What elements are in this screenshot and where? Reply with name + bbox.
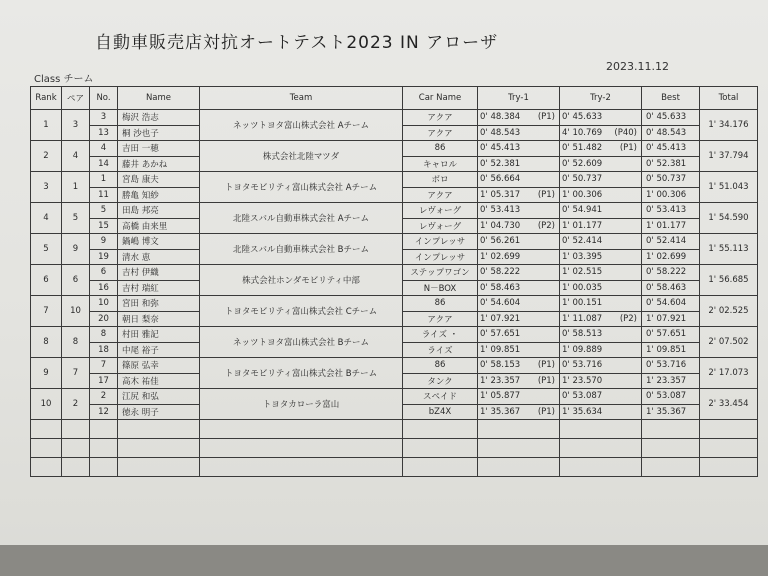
- try1-cell: [478, 234, 560, 250]
- try2-cell: [560, 187, 642, 203]
- try1-cell-time: 1' 02.699: [480, 251, 521, 262]
- car-name-cell: タンク: [403, 373, 478, 389]
- table-row: [31, 358, 758, 374]
- table-row: [31, 265, 758, 281]
- empty-cell: [403, 420, 478, 439]
- car-name-cell: ステップワゴン: [403, 265, 478, 281]
- car-name-cell: レヴォーグ: [403, 203, 478, 219]
- car-name-cell: アクア: [403, 311, 478, 327]
- try1-cell-time: 1' 05.877: [480, 391, 521, 402]
- best-cell: 0' 52.381: [642, 156, 700, 172]
- best-cell: 0' 45.413: [642, 141, 700, 157]
- penalty-label: (P1): [537, 360, 555, 370]
- total-cell: 2' 17.073: [700, 358, 758, 389]
- number-cell: 4: [90, 141, 118, 157]
- best-cell: 0' 45.633: [642, 110, 700, 126]
- try2-cell-time: 1' 03.395: [562, 251, 603, 262]
- best-cell: 0' 54.604: [642, 296, 700, 312]
- car-name-cell: アクア: [403, 110, 478, 126]
- number-cell: 2: [90, 389, 118, 405]
- pair-cell: 4: [62, 141, 90, 172]
- try2-cell-time: 0' 51.482: [562, 143, 603, 154]
- team-cell: トヨタモビリティ富山株式会社 Aチーム: [200, 172, 403, 203]
- try2-cell-time: 0' 53.087: [562, 391, 603, 402]
- total-cell: 2' 07.502: [700, 327, 758, 358]
- try2-cell-time: 1' 09.889: [562, 344, 603, 355]
- try2-cell-time: 0' 54.941: [562, 205, 603, 216]
- pair-cell: 10: [62, 296, 90, 327]
- number-cell: 6: [90, 265, 118, 281]
- empty-cell: [200, 458, 403, 477]
- number-cell: 15: [90, 218, 118, 234]
- driver-name-cell: 宮田 和弥: [118, 296, 200, 312]
- total-cell: 1' 54.590: [700, 203, 758, 234]
- rank-cell: 8: [31, 327, 62, 358]
- best-cell: 0' 50.737: [642, 172, 700, 188]
- penalty-label: (P1): [619, 143, 637, 153]
- car-name-cell: ライズ ・: [403, 327, 478, 343]
- table-row: [31, 389, 758, 405]
- results-body: [31, 110, 758, 477]
- empty-row: [31, 420, 758, 439]
- car-name-cell: スペイド: [403, 389, 478, 405]
- try2-cell-time: 1' 00.035: [562, 282, 603, 293]
- total-cell: 1' 56.685: [700, 265, 758, 296]
- try2-cell: [560, 172, 642, 188]
- best-cell: 1' 02.699: [642, 249, 700, 265]
- try1-cell-time: 0' 45.413: [480, 143, 521, 154]
- try1-cell-time: 1' 09.851: [480, 344, 521, 355]
- number-cell: 9: [90, 234, 118, 250]
- total-cell: 1' 55.113: [700, 234, 758, 265]
- table-row: [31, 110, 758, 126]
- class-label: Class チーム: [34, 74, 94, 85]
- column-header: Car Name: [403, 87, 478, 110]
- column-header: Try-1: [478, 87, 560, 110]
- driver-name-cell: 江尻 和弘: [118, 389, 200, 405]
- rank-cell: 6: [31, 265, 62, 296]
- car-name-cell: ボロ: [403, 172, 478, 188]
- penalty-label: (P1): [537, 112, 555, 122]
- number-cell: 11: [90, 187, 118, 203]
- best-cell: 1' 01.177: [642, 218, 700, 234]
- car-name-cell: 86: [403, 296, 478, 312]
- empty-cell: [560, 439, 642, 458]
- try2-cell: [560, 156, 642, 172]
- best-cell: 1' 23.357: [642, 373, 700, 389]
- number-cell: 20: [90, 311, 118, 327]
- table-row: [31, 141, 758, 157]
- pair-cell: 1: [62, 172, 90, 203]
- number-cell: 16: [90, 280, 118, 296]
- try1-cell: [478, 280, 560, 296]
- empty-cell: [560, 458, 642, 477]
- car-name-cell: キャロル: [403, 156, 478, 172]
- best-cell: 0' 58.222: [642, 265, 700, 281]
- empty-cell: [118, 458, 200, 477]
- try1-cell: [478, 110, 560, 126]
- rank-cell: 1: [31, 110, 62, 141]
- car-name-cell: アクア: [403, 187, 478, 203]
- try1-cell: [478, 404, 560, 420]
- try2-cell-time: 0' 53.716: [562, 360, 603, 371]
- car-name-cell: ライズ: [403, 342, 478, 358]
- empty-cell: [642, 420, 700, 439]
- number-cell: 14: [90, 156, 118, 172]
- column-header: Team: [200, 87, 403, 110]
- team-cell: 株式会社北陸マツダ: [200, 141, 403, 172]
- rank-cell: 7: [31, 296, 62, 327]
- try1-cell-time: 1' 35.367: [480, 406, 521, 417]
- driver-name-cell: 村田 雅記: [118, 327, 200, 343]
- empty-cell: [642, 439, 700, 458]
- empty-row: [31, 439, 758, 458]
- rank-cell: 4: [31, 203, 62, 234]
- best-cell: 0' 48.543: [642, 125, 700, 141]
- column-header: No.: [90, 87, 118, 110]
- try2-cell-time: 1' 11.087: [562, 313, 603, 324]
- driver-name-cell: 宮島 康夫: [118, 172, 200, 188]
- penalty-label: (P2): [537, 220, 555, 231]
- try2-cell: [560, 141, 642, 157]
- empty-cell: [642, 458, 700, 477]
- try1-cell: [478, 265, 560, 281]
- try2-cell: [560, 280, 642, 296]
- best-cell: 0' 58.463: [642, 280, 700, 296]
- try1-cell-time: 0' 58.463: [480, 282, 521, 293]
- best-cell: 0' 57.651: [642, 327, 700, 343]
- best-cell: 0' 53.716: [642, 358, 700, 374]
- try2-cell: [560, 389, 642, 405]
- try2-cell: [560, 110, 642, 126]
- best-cell: 1' 35.367: [642, 404, 700, 420]
- table-row: [31, 234, 758, 250]
- try1-cell: [478, 327, 560, 343]
- driver-name-cell: 吉村 伊織: [118, 265, 200, 281]
- try1-cell: [478, 311, 560, 327]
- driver-name-cell: 藤井 あかね: [118, 156, 200, 172]
- driver-name-cell: 中尾 裕子: [118, 342, 200, 358]
- penalty-label: (P1): [537, 189, 555, 200]
- pair-cell: 5: [62, 203, 90, 234]
- pair-cell: 7: [62, 358, 90, 389]
- try2-cell-time: 0' 50.737: [562, 174, 603, 185]
- driver-name-cell: 朝日 梨奈: [118, 311, 200, 327]
- table-row: [31, 327, 758, 343]
- page-title: 自動車販売店対抗オートテスト2023 IN アローザ: [95, 33, 499, 53]
- empty-cell: [31, 420, 62, 439]
- try2-cell: [560, 125, 642, 141]
- rank-cell: 3: [31, 172, 62, 203]
- driver-name-cell: 勝亀 知紗: [118, 187, 200, 203]
- total-cell: 2' 02.525: [700, 296, 758, 327]
- best-cell: 0' 53.087: [642, 389, 700, 405]
- try1-cell: [478, 218, 560, 234]
- empty-cell: [90, 458, 118, 477]
- best-cell: 0' 52.414: [642, 234, 700, 250]
- car-name-cell: インプレッサ: [403, 249, 478, 265]
- try2-cell: [560, 234, 642, 250]
- try2-cell: [560, 249, 642, 265]
- rank-cell: 9: [31, 358, 62, 389]
- number-cell: 1: [90, 172, 118, 188]
- empty-cell: [700, 420, 758, 439]
- table-row: [31, 172, 758, 188]
- penalty-label: (P2): [619, 313, 637, 324]
- driver-name-cell: 鍋嶋 博文: [118, 234, 200, 250]
- column-header: Best: [642, 87, 700, 110]
- try1-cell-time: 1' 04.730: [480, 220, 521, 231]
- column-header: Rank: [31, 87, 62, 110]
- try1-cell-time: 0' 48.543: [480, 127, 521, 138]
- try1-cell: [478, 172, 560, 188]
- number-cell: 17: [90, 373, 118, 389]
- empty-cell: [90, 420, 118, 439]
- empty-row: [31, 458, 758, 477]
- try1-cell: [478, 342, 560, 358]
- empty-cell: [478, 420, 560, 439]
- try2-cell: [560, 265, 642, 281]
- try2-cell: [560, 311, 642, 327]
- empty-cell: [62, 458, 90, 477]
- try2-cell-time: 1' 23.570: [562, 375, 603, 386]
- try1-cell-time: 0' 58.222: [480, 267, 521, 278]
- driver-name-cell: 桐 沙也子: [118, 125, 200, 141]
- empty-cell: [31, 439, 62, 458]
- number-cell: 3: [90, 110, 118, 126]
- number-cell: 13: [90, 125, 118, 141]
- try1-cell: [478, 249, 560, 265]
- team-cell: ネッツトヨタ富山株式会社 Aチーム: [200, 110, 403, 141]
- try1-cell-time: 0' 53.413: [480, 205, 521, 216]
- try2-cell-time: 1' 35.634: [562, 406, 603, 417]
- empty-cell: [62, 420, 90, 439]
- team-cell: 株式会社ホンダモビリティ中部: [200, 265, 403, 296]
- try2-cell-time: 4' 10.769: [562, 127, 603, 138]
- empty-cell: [700, 458, 758, 477]
- try1-cell-time: 1' 05.317: [480, 189, 521, 200]
- car-name-cell: インプレッサ: [403, 234, 478, 250]
- driver-name-cell: 田島 邦亮: [118, 203, 200, 219]
- table-row: [31, 203, 758, 219]
- empty-cell: [478, 458, 560, 477]
- best-cell: 1' 07.921: [642, 311, 700, 327]
- penalty-label: (P1): [537, 375, 555, 386]
- try2-cell: [560, 404, 642, 420]
- empty-cell: [478, 439, 560, 458]
- try2-cell-time: 0' 58.513: [562, 329, 603, 340]
- number-cell: 7: [90, 358, 118, 374]
- total-cell: 2' 33.454: [700, 389, 758, 420]
- event-date: 2023.11.12: [606, 60, 669, 73]
- empty-cell: [200, 439, 403, 458]
- pair-cell: 8: [62, 327, 90, 358]
- empty-cell: [118, 420, 200, 439]
- try2-cell-time: 1' 00.151: [562, 298, 603, 309]
- team-cell: ネッツトヨタ富山株式会社 Bチーム: [200, 327, 403, 358]
- team-cell: トヨタモビリティ富山株式会社 Cチーム: [200, 296, 403, 327]
- try1-cell: [478, 389, 560, 405]
- driver-name-cell: 清水 恵: [118, 249, 200, 265]
- empty-cell: [560, 420, 642, 439]
- column-header: Name: [118, 87, 200, 110]
- try1-cell-time: 0' 58.153: [480, 360, 521, 371]
- try1-cell-time: 0' 52.381: [480, 158, 521, 169]
- number-cell: 12: [90, 404, 118, 420]
- team-cell: トヨタカローラ富山: [200, 389, 403, 420]
- try1-cell: [478, 141, 560, 157]
- results-table: [30, 86, 758, 477]
- number-cell: 8: [90, 327, 118, 343]
- try2-cell-time: 0' 45.633: [562, 112, 603, 123]
- rank-cell: 2: [31, 141, 62, 172]
- empty-cell: [31, 458, 62, 477]
- pair-cell: 9: [62, 234, 90, 265]
- rank-cell: 5: [31, 234, 62, 265]
- try1-cell: [478, 373, 560, 389]
- try2-cell: [560, 342, 642, 358]
- pair-cell: 3: [62, 110, 90, 141]
- column-header: Total: [700, 87, 758, 110]
- driver-name-cell: 吉田 一穂: [118, 141, 200, 157]
- try2-cell: [560, 327, 642, 343]
- try1-cell: [478, 187, 560, 203]
- team-cell: 北陸スバル自動車株式会社 Bチーム: [200, 234, 403, 265]
- best-cell: 1' 00.306: [642, 187, 700, 203]
- best-cell: 0' 53.413: [642, 203, 700, 219]
- try2-cell-time: 1' 00.306: [562, 189, 603, 200]
- try2-cell: [560, 218, 642, 234]
- try2-cell-time: 1' 02.515: [562, 267, 603, 278]
- header-row: [31, 87, 758, 110]
- try1-cell: [478, 203, 560, 219]
- column-header: ペア: [62, 87, 90, 110]
- driver-name-cell: 高橋 由来里: [118, 218, 200, 234]
- driver-name-cell: 高木 祐佳: [118, 373, 200, 389]
- number-cell: 18: [90, 342, 118, 358]
- try2-cell: [560, 373, 642, 389]
- team-cell: 北陸スバル自動車株式会社 Aチーム: [200, 203, 403, 234]
- car-name-cell: bZ4X: [403, 404, 478, 420]
- try1-cell-time: 0' 48.384: [480, 112, 521, 123]
- try2-cell: [560, 358, 642, 374]
- number-cell: 10: [90, 296, 118, 312]
- try1-cell-time: 0' 57.651: [480, 329, 521, 340]
- total-cell: 1' 34.176: [700, 110, 758, 141]
- penalty-label: (P40): [614, 127, 637, 138]
- rank-cell: 10: [31, 389, 62, 420]
- pair-cell: 2: [62, 389, 90, 420]
- try2-cell-time: 0' 52.609: [562, 158, 603, 169]
- team-cell: トヨタモビリティ富山株式会社 Bチーム: [200, 358, 403, 389]
- car-name-cell: 86: [403, 358, 478, 374]
- car-name-cell: 86: [403, 141, 478, 157]
- try1-cell-time: 0' 56.664: [480, 174, 521, 185]
- try2-cell: [560, 296, 642, 312]
- try1-cell: [478, 358, 560, 374]
- empty-cell: [403, 439, 478, 458]
- driver-name-cell: 徳永 明子: [118, 404, 200, 420]
- try2-cell-time: 0' 52.414: [562, 236, 603, 247]
- column-header: Try-2: [560, 87, 642, 110]
- empty-cell: [200, 420, 403, 439]
- try1-cell-time: 0' 54.604: [480, 298, 521, 309]
- try2-cell-time: 1' 01.177: [562, 220, 603, 231]
- empty-cell: [62, 439, 90, 458]
- car-name-cell: N－BOX: [403, 280, 478, 296]
- driver-name-cell: 吉村 瑞紅: [118, 280, 200, 296]
- try1-cell: [478, 125, 560, 141]
- driver-name-cell: 篠原 弘幸: [118, 358, 200, 374]
- pair-cell: 6: [62, 265, 90, 296]
- empty-cell: [700, 439, 758, 458]
- table-row: [31, 296, 758, 312]
- driver-name-cell: 梅沢 浩志: [118, 110, 200, 126]
- car-name-cell: アクア: [403, 125, 478, 141]
- number-cell: 19: [90, 249, 118, 265]
- total-cell: 1' 37.794: [700, 141, 758, 172]
- car-name-cell: レヴォーグ: [403, 218, 478, 234]
- try1-cell-time: 1' 23.357: [480, 375, 521, 386]
- empty-cell: [90, 439, 118, 458]
- total-cell: 1' 51.043: [700, 172, 758, 203]
- empty-cell: [118, 439, 200, 458]
- penalty-label: (P1): [537, 406, 555, 417]
- best-cell: 1' 09.851: [642, 342, 700, 358]
- try1-cell: [478, 296, 560, 312]
- try1-cell-time: 0' 56.261: [480, 236, 521, 247]
- try1-cell-time: 1' 07.921: [480, 313, 521, 324]
- try1-cell: [478, 156, 560, 172]
- number-cell: 5: [90, 203, 118, 219]
- try2-cell: [560, 203, 642, 219]
- empty-cell: [403, 458, 478, 477]
